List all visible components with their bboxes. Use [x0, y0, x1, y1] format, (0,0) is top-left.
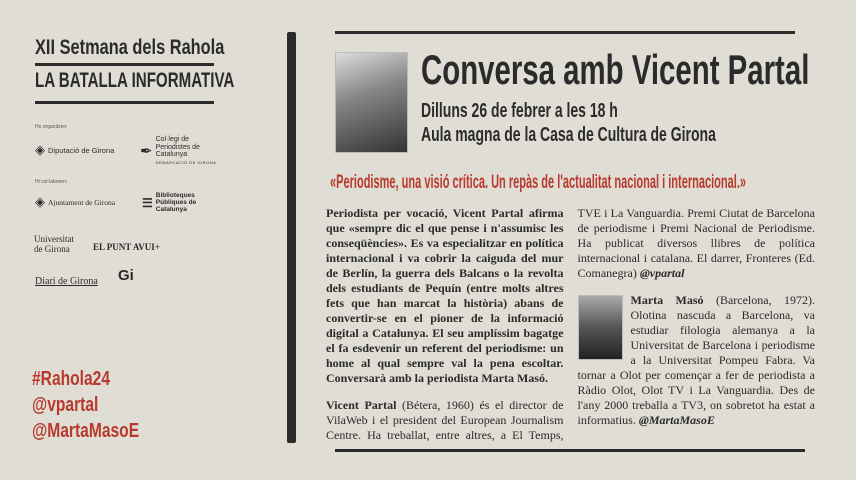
- photo-marta-maso: [578, 295, 623, 360]
- photo-vicent-partal: [335, 52, 408, 153]
- vertical-divider: [287, 32, 296, 443]
- divider: [335, 31, 795, 34]
- shield-icon: ◈: [35, 142, 45, 157]
- books-icon: ☰: [142, 195, 153, 210]
- handle-partal[interactable]: @vpartal: [32, 394, 99, 416]
- logo-biblioteques: ☰ Biblioteques Públiques de Catalunya: [142, 192, 197, 213]
- theme-title: LA BATALLA INFORMATIVA: [35, 69, 235, 92]
- organizers-label: Ho organitzen:: [35, 124, 68, 130]
- edition-title: XII Setmana dels Rahola: [35, 36, 225, 59]
- maso-bio: Marta Masó (Barcelona, 1972). Olotina nascuda a Barcelona, va estudiar filologia alemanya a la Universitat de Barcelona i periodisme a la Universitat Pompeu Fabra. Va tornar a Olot per començar a fer de periodista a Ràdio Olot, Olot TV i La Vanguardia. Des de l'any 2000 treballa a TV3, on sobretot ha estat a informatius. @MartaMasoE: [577, 293, 815, 427]
- divider: [35, 101, 214, 104]
- partal-bio: Vicent Partal (Bétera, 1960) és el director de VilaWeb i el president del European Journalism Centre. Ha treballat, entre altres, a El Temps, TVE i La Vanguardia. Premi Ciutat de Barcelona de periodisme i Premi Nacional de Periodisme. Ha publicat diversos llibres de política internacional i catalana. El darrer, Fronteres (Ed. Comanegra) @vpartal: [326, 206, 815, 442]
- event-title: Conversa amb Vicent Partal: [421, 46, 810, 93]
- logo-diari: Diari de Girona: [35, 276, 98, 287]
- body-area: [326, 206, 815, 452]
- pen-icon: ✒: [140, 143, 153, 160]
- logo-udg: Universitat de Girona: [34, 234, 74, 254]
- divider: [35, 63, 214, 66]
- event-date: Dilluns 26 de febrer a les 18 h: [421, 100, 618, 122]
- logo-ajuntament: ◈ Ajuntament de Girona: [35, 194, 116, 209]
- event-quote: «Periodisme, una visió crítica. Un repàs de l'actualitat nacional i internacional.»: [330, 172, 747, 193]
- intro-text: Periodista per vocació, Vicent Partal afirma que «sempre dic el que pense i n'assumisc les conseqüències». Es va especialitzar en política internacional i va cobrir la caiguda del mur de Berlín, la guerra dels Balcans o la revolta dels estudiants de Pequín (entre molts altres fets que han marcat la història) abans de convertir-se en el pioner de la informació digital a Catalunya. El seu amplíssim bagatge el fa esdevenir un referent del periodisme: un home al qual sempre val la pena escoltar. Conversarà amb la periodista Marta Masó.: [326, 206, 564, 385]
- event-venue: Aula magna de la Casa de Cultura de Girona: [421, 124, 716, 146]
- hashtag[interactable]: #Rahola24: [32, 368, 111, 390]
- hashtags: [32, 366, 139, 444]
- logo-collegi: ✒ Col·legi de Periodistes de Catalunya DEMARCACIÓ DE GIRONA: [140, 136, 217, 165]
- collaborators-label: Hi col·laboren:: [35, 179, 68, 185]
- shield-icon: ◈: [35, 194, 45, 209]
- maso-handle[interactable]: @MartaMasoE: [638, 413, 715, 427]
- logo-gi: Gi: [118, 267, 134, 284]
- logo-elpunt: EL PUNT AVUI+: [93, 242, 160, 252]
- body-columns: [326, 206, 815, 443]
- logo-diputacio: ◈ Diputació de Girona: [35, 142, 115, 157]
- divider: [335, 449, 805, 452]
- partal-handle[interactable]: @vpartal: [639, 266, 685, 280]
- handle-maso[interactable]: @MartaMasoE: [32, 420, 140, 442]
